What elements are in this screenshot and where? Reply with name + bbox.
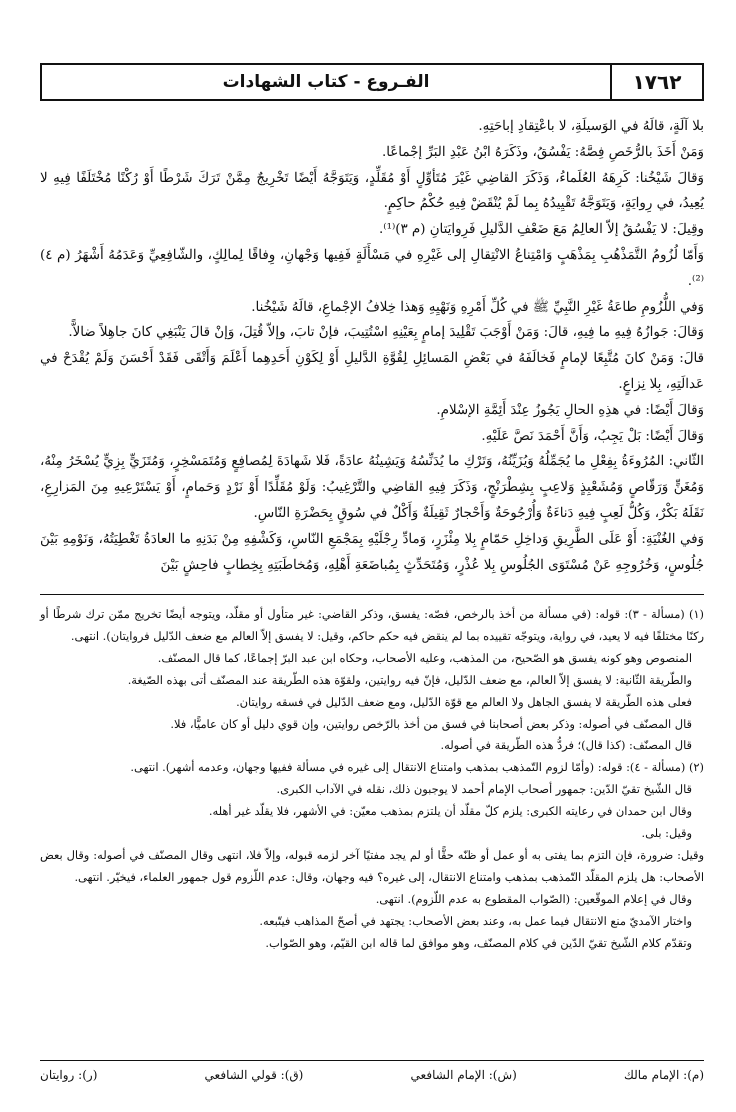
footnote-paragraph: (٢) (مسألة - ٤): قوله: (وأمّا لزوم التّمذهب بمذهب وامتناع الانتقال إلى غيره في مسألة ففيها وجهان، وعدمه أشهر). انتهى.	[130, 760, 704, 775]
page-number: ١٧٦٢	[610, 65, 702, 99]
footnote-paragraph: وقيل: بلى.	[641, 826, 692, 841]
footnote-paragraph: والطّريقة الثّانية: لا يفسق إلاّ العالم، مع ضعف الدّليل، فإنّ فيه روايتين، ولقوّة هذه الطّريقة عند المصنّف أتى بهذه الصّيغة.	[127, 672, 692, 687]
footnote-paragraph: واختار الآمديّ منع الانتقال فيما عمل به، وعند بعض الأصحاب: يجتهد في أصحّ المذاهب فيتّبعه.	[259, 913, 692, 928]
footnote-paragraph: قال المصنّف في أصوله: وذكر بعض أصحابنا في فسق من أخذ بالرّخص روايتين، وإن قوي دليل أو كان عاميًّا، فلا.	[170, 716, 692, 731]
main-paragraph: بلا آلَةٍ، قالَهُ في الوَسيلَةِ، لا باعْتِقادِ إباحَتِهِ.	[478, 119, 704, 134]
main-paragraph: قالَ: وَمَنْ كانَ مُتَّبِعًا لإمامٍ فَخالَفَهُ في بَعْضِ المَسائِلِ لِقُوَّةِ الدَّليلِ أَوْ لِكَوْنِ أَحَدِهِما أَعْلَمَ وَأَتْقَى فَقَدْ أَحْسَنَ وَلَمْ يُقْدَحْ في عَدالَتِهِ، بِلا نِزاعٍ.	[40, 351, 704, 392]
main-text	[40, 114, 704, 578]
main-paragraph: وَأَمّا لُزُومُ التَّمَذْهُبِ بِمَذْهَبٍ وَامْتِناعُ الانْتِقالِ إلى غَيْرِهِ في مَسْأَلَةٍ فَفِيها وَجْهانِ، وِفاقًا لِمالِكٍ، والشّافِعِيِّ وَعَدَمُهُ أَشْهَرُ (م ٤)⁽²⁾.	[40, 247, 704, 289]
main-paragraph: وَفي الغُنْيَةِ: أَوْ عَلَى الطَّرِيقِ وَداخِلِ حَمّامٍ بِلا مِئْزَرٍ، وَمادِّ رِجْلَيْهِ بِمَجْمَعِ النّاسِ، وَكَشْفِهِ مِنْ بَدَنِهِ ما العادَةُ تَغْطِيَتُهُ، وَنَوْمِهِ بَيْنَ جُلُوسٍ، وَخُرُوجِهِ عَنْ مُسْتَوَى الجُلُوسِ بِلا عُذْرٍ، وَمُتَحَدِّثٍ بِمُباضَعَةِ أَهْلِهِ، وَمُخاطَبَتِهِ بِخِطابٍ فاحِشٍ بَيْنَ	[40, 531, 704, 573]
main-paragraph: وَفي اللُّزُومِ طاعَةُ غَيْرِ النَّبِيِّ ﷺ في كُلِّ أَمْرِهِ وَنَهْيِهِ وَهذا خِلافُ الإجْماعِ، قالَهُ شَيْخُنا.	[251, 299, 704, 315]
legend-rule	[40, 1060, 704, 1061]
page-header	[40, 63, 704, 101]
footnote-paragraph: وقال ابن حمدان في رعايته الكبرى: يلزم كلّ مقلّد أن يلتزم بمذهب معيّن: في الأشهر، فلا يقلّد غير أهله.	[208, 804, 692, 819]
legend-item: (م): الإمام مالك	[623, 1068, 704, 1082]
footnote-paragraph: وقيل: ضرورة، فإن التزم بما يفتى به أو عمل أو ظنّه حقًّا أو لم يجد مفتيًا آخر لزمه قبوله، وإلاّ فلا، انتهى وقال المصنّف في أصوله: وقال بعض الأصحاب: هل يلزم المقلّد التّمذهب بمذهب وامتناع الانتقال، إلى غيره؟ فيه وجهان، وقال: عدم اللّزوم قول جمهور العلماء، فيخيّر. انتهى.	[40, 847, 704, 884]
footnote-paragraph: قال المصنّف: (كذا قال)؛ فردُّ هذه الطّريقة في أصوله.	[440, 738, 692, 753]
legend-item: (ر): روايتان	[40, 1068, 98, 1082]
footnote-paragraph: قال الشّيخ تقيّ الدّين: جمهور أصحاب الإمام أحمد لا يوجبون ذلك، نقله في الآداب الكبرى.	[276, 782, 692, 797]
legend-item: (ش): الإمام الشافعي	[410, 1068, 517, 1082]
main-paragraph: وَمَنْ أَخَذَ بالرُّخَصِ فِصَّهُ: يَفْسُقُ، وذَكَرَهُ ابْنُ عَبْدِ البَرِّ إجْماعًا.	[381, 144, 704, 160]
main-paragraph: وَقالَ أَيْضًا: بَلْ يَجِبُ، وَأَنَّ أَحْمَدَ نَصَّ عَلَيْهِ.	[481, 428, 704, 444]
main-paragraph: وقِيلَ: لا يَفْسُقُ إلاّ العالِمُ مَعَ ضَعْفِ الدَّليلِ فَرِوايَتانِ (م ٣)⁽¹⁾.	[379, 222, 704, 238]
main-paragraph: الثّاني: المُرُوءَةُ بِفِعْلِ ما يُجَمِّلُهُ وَيُزَيِّنُهُ، وَتَرْكِ ما يُدَنِّسُهُ وَيَشِينُهُ عادَةً، فَلا شَهادَةَ لِمُصافِعٍ وَمُتَمَسْخِرٍ، وَمُتَزَيٍّ بِزِيٍّ يُسْخَرُ مِنْهُ، وَمُغَنٍّ وَرَقّاصٍ وَمُشَعْبِذٍ وَلاعِبٍ بِشِطْرَنْجٍ، وَذَكَرَ فِيهِ القاضِي والتَّرْغِيبُ: وَلَوْ مُقَلِّدًا أَوْ نَرْدٍ وَحَمامٍ، أَوْ يَسْتَرْعِيهِ مِنَ المَزارِعِ، نَقَلَهُ بَكْرٌ، وَكُلُّ لَعِبٍ فِيهِ دَناءَةٌ وَأُرْجُوحَةٌ وَأَحْجارٌ ثَقِيلَةٌ وَأَكْلٌ في سُوقٍ بِحَضْرَةِ النّاسِ.	[40, 454, 704, 521]
footnote-paragraph: (١) (مسألة - ٣): قوله: (في مسألة من أخذ بالرخص، فصّه: يفسق، وذكر القاضي: غير متأول أو مقلّد، ويتوجه أيضًا تخريج ممّن ترك شرطًا أو ركنًا مختلفًا فيه لا يعيد، في رواية، ويتوجّه تقييده بما لم ينقض فيه حكم حاكم، وقيل: لا يفسق إلاّ العالم مع ضعف الدّليل فروايتان). انتهى.	[40, 607, 704, 643]
footnote-paragraph: وتقدّم كلام الشّيخ تقيّ الدّين في كلام المصنّف، وهو موافق لما قاله ابن القيّم، وهو الصّواب.	[265, 935, 692, 950]
running-title: الفـروع - كتاب الشهادات	[222, 72, 430, 92]
main-paragraph: وَقالَ: جَوازُهُ فِيهِ ما فِيهِ، قالَ: وَمَنْ أَوْجَبَ تَقْلِيدَ إمامٍ بِعَيْنِهِ اسْتُتِيبَ، فإنْ تابَ، وإلاّ قُتِلَ، وَإنْ قالَ يَنْبَغِي كانَ جاهِلاً ضالاًّ.	[68, 325, 704, 341]
footnote-separator	[40, 594, 704, 595]
footnote-paragraph: فعلى هذه الطّريقة لا يفسق الجاهل ولا العالم مع قوّة الدّليل، ومع ضعف الدّليل في فسقه روايتان.	[236, 694, 692, 709]
legend-item: (ق): قولي الشافعي	[204, 1068, 304, 1082]
main-paragraph: وَقالَ أَيْضًا: في هذِهِ الحالِ يَجُوزُ عِنْدَ أَئِمَّةِ الإسْلامِ.	[436, 402, 704, 418]
footnotes	[40, 604, 704, 955]
abbreviation-legend	[40, 1062, 704, 1088]
footnote-paragraph: المنصوص وهو كونه يفسق هو الصّحيح، من المذهب، وعليه الأصحاب، وحكاه ابن عبد البرّ إجماعًا، كما قال المصنّف.	[157, 650, 692, 665]
main-paragraph: وَقالَ شَيْخُنا: كَرِهَهُ العُلَماءُ، وَذَكَرَ القاضِي غَيْرَ مُتَأوِّلٍ أَوْ مُقَلِّدٍ، وَيَتَوَجَّهُ أَيْضًا تَخْرِيجٌ مِمَّنْ تَرَكَ شَرْطًا أَوْ رُكْنًا مُخْتَلَفًا فِيهِ لا يُعِيدُ، في رِوايَةٍ، وَيَتَوَجَّهُ تَقْيِيدُهُ بِما لَمْ يُنْقَضْ فِيهِ حُكْمُ حاكِمٍ.	[40, 170, 704, 212]
footnote-paragraph: وقال في إعلام الموقّعين: (الصّواب المقطوع به عدم اللّزوم). انتهى.	[375, 891, 692, 906]
